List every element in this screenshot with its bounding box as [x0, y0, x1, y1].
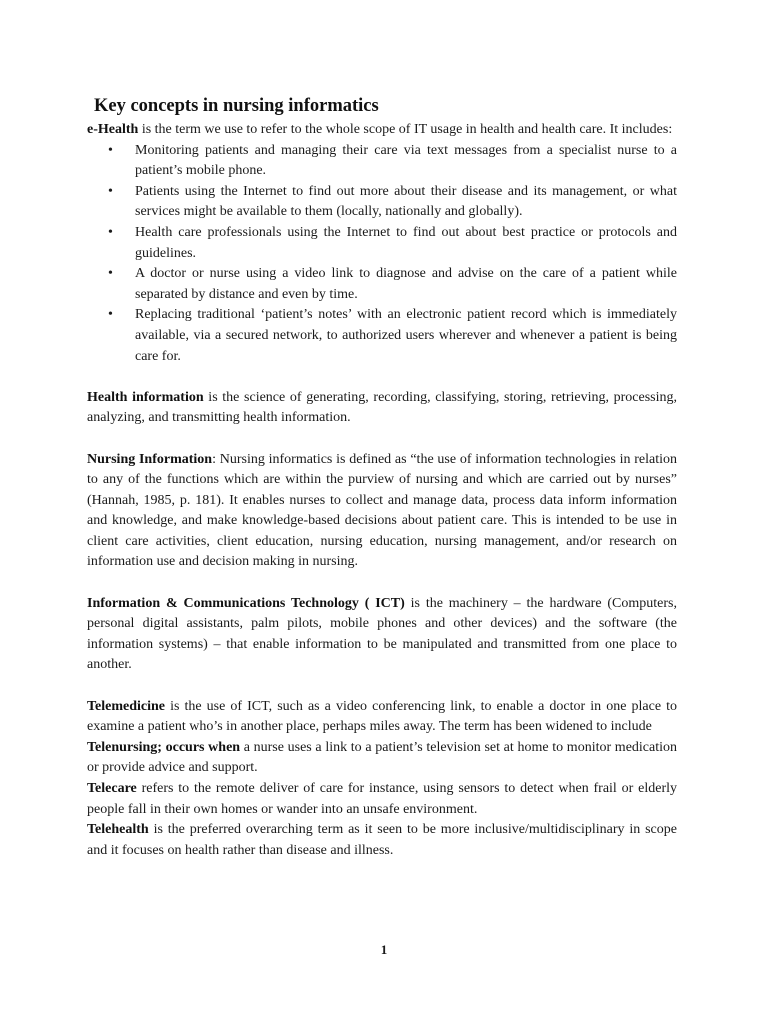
telecare-text: refers to the remote deliver of care for instance, using sensors to detect when frail or elderly people fall in their own homes or wander into an unsafe environment. — [87, 781, 677, 817]
page-number: 1 — [380, 942, 388, 957]
health-information-text: is the science of generating, recording, classifying, storing, retrieving, processing, analyzing, and transmitting health information. — [87, 389, 677, 426]
ict-term: Information & Communications Technology ( ICT) — [87, 595, 405, 611]
telecare-term: Telecare — [87, 781, 137, 796]
telenursing-term: Telenursing; occurs when — [87, 739, 241, 755]
health-information-paragraph — [87, 388, 677, 429]
ehealth-list — [87, 141, 677, 368]
telehealth-text: is the preferred overarching term as it seen to be more inclusive/multidisciplinary in scope and it focuses on health rather than disease and illness. — [87, 822, 677, 858]
ict-text: is the machinery – the hardware (Computers, personal digital assistants, palm pilots, mobile phones and other devices) and the software (the information systems) – that enable information to be manipulated and transmitted from one place to another. — [87, 595, 677, 673]
telemedicine-paragraph — [87, 697, 677, 738]
list-item: • Monitoring patients and managing their care via text messages from a specialist nurse to a patient’s mobile phone. — [135, 141, 677, 182]
ehealth-term: e-Health — [87, 122, 139, 137]
ehealth-paragraph — [87, 120, 677, 141]
list-item: • Replacing traditional ‘patient’s notes’ with an electronic patient record which is immediately available, via a secured network, to authorized users wherever and whenever a patient is being care for. — [135, 305, 677, 367]
telemedicine-term: Telemedicine — [87, 698, 166, 714]
ict-paragraph — [87, 594, 677, 676]
telehealth-paragraph — [87, 820, 677, 861]
list-item: • Health care professionals using the Internet to find out about best practice or protocols and guidelines. — [135, 223, 677, 264]
telemedicine-text: is the use of ICT, such as a video conferencing link, to enable a doctor in one place to examine a patient who’s in another place, perhaps miles away. The term has been widened to include — [87, 698, 677, 735]
page-title: Key concepts in nursing informatics — [94, 96, 379, 116]
telenursing-text: a nurse uses a link to a patient’s television set at home to monitor medication or provide advice and support. — [87, 739, 678, 776]
health-information-term: Health information — [87, 389, 204, 405]
document-page — [87, 94, 677, 861]
telehealth-term: Telehealth — [87, 822, 149, 838]
list-item: • Patients using the Internet to find out more about their disease and its management, or what services might be available to them (locally, nationally and globally). — [135, 182, 677, 223]
ehealth-text: is the term we use to refer to the whole scope of IT usage in health and health care. It includes: — [138, 122, 673, 137]
list-item: • A doctor or nurse using a video link to diagnose and advise on the care of a patient while separated by distance and even by time. — [135, 264, 677, 305]
nursing-information-paragraph — [87, 450, 677, 574]
telenursing-paragraph — [87, 738, 677, 779]
nursing-information-text: : Nursing informatics is defined as “the use of information technologies in relation to any of the functions which are within the purview of nursing and which are carried out by nurses” (Hannah, 1985, p. 181). It enables nurses to collect and manage data, process data inform information and knowledge, and make knowledge-based decisions about patient care. This is intended to be use in client care activities, client education, nursing education, nursing management, and/or research on information use and decision making in nursing. — [87, 451, 677, 570]
telecare-paragraph — [87, 779, 677, 820]
nursing-information-term: Nursing Information — [87, 451, 213, 467]
